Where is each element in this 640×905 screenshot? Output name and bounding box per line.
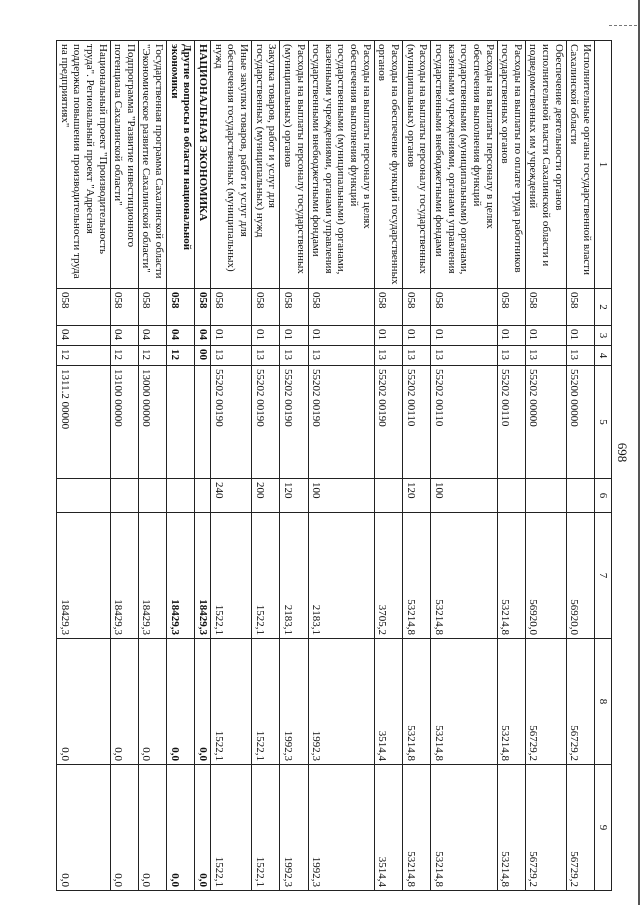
table-row bbox=[374, 41, 402, 891]
column-header: 6 bbox=[595, 479, 612, 513]
row-value-col9: 53214,8 bbox=[403, 765, 431, 891]
row-value-col8: 0,0 bbox=[110, 639, 138, 765]
row-value-col9: 0,0 bbox=[138, 765, 166, 891]
row-expense-type: 100 bbox=[308, 479, 374, 513]
row-subsection-code: 12 bbox=[110, 346, 138, 366]
row-value-col9: 1992,3 bbox=[308, 765, 374, 891]
row-value-col8: 1522,1 bbox=[251, 639, 279, 765]
row-name: Расходы на выплаты персоналу в целях обеспечения выполнения функций государственными (муниципальными) органами, казенными учреждениями, органами управления государственными внебюджетными фондами bbox=[308, 41, 374, 289]
row-value-col9: 0,0 bbox=[167, 765, 195, 891]
row-section-code: 04 bbox=[138, 326, 166, 346]
row-value-col7: 53214,8 bbox=[431, 513, 497, 639]
table-row bbox=[211, 41, 252, 891]
row-subsection-code: 13 bbox=[374, 346, 402, 366]
table-row bbox=[308, 41, 374, 891]
row-value-col7: 18429,3 bbox=[138, 513, 166, 639]
row-value-col9: 56729,2 bbox=[566, 765, 594, 891]
row-target-code: 55202 00190 bbox=[280, 366, 308, 479]
row-section-code: 01 bbox=[251, 326, 279, 346]
table-row bbox=[167, 41, 195, 891]
row-value-col7: 18429,3 bbox=[195, 513, 211, 639]
column-header: 7 bbox=[595, 513, 612, 639]
row-value-col7: 1522,1 bbox=[251, 513, 279, 639]
row-expense-type bbox=[195, 479, 211, 513]
row-subsection-code: 13 bbox=[431, 346, 497, 366]
row-expense-type: 200 bbox=[251, 479, 279, 513]
row-value-col9: 0,0 bbox=[195, 765, 211, 891]
row-admin-code: 058 bbox=[195, 289, 211, 326]
row-expense-type bbox=[566, 479, 594, 513]
row-target-code: 55202 00190 bbox=[308, 366, 374, 479]
row-value-col9: 0,0 bbox=[57, 765, 111, 891]
row-name: НАЦИОНАЛЬНАЯ ЭКОНОМИКА bbox=[195, 41, 211, 289]
row-name: Обеспечение деятельности органов исполнительной власти Сахалинской области и подведомственных им учреждений bbox=[525, 41, 566, 289]
row-expense-type bbox=[138, 479, 166, 513]
row-expense-type bbox=[525, 479, 566, 513]
row-value-col7: 1522,1 bbox=[211, 513, 252, 639]
row-target-code bbox=[167, 366, 195, 479]
row-value-col8: 56729,2 bbox=[525, 639, 566, 765]
row-value-col9: 0,0 bbox=[110, 765, 138, 891]
row-value-col7: 18429,3 bbox=[167, 513, 195, 639]
row-value-col9: 53214,8 bbox=[431, 765, 497, 891]
row-subsection-code: 12 bbox=[138, 346, 166, 366]
row-value-col7: 18429,3 bbox=[110, 513, 138, 639]
table-body bbox=[57, 41, 595, 891]
row-subsection-code: 13 bbox=[211, 346, 252, 366]
row-value-col7: 2183,1 bbox=[308, 513, 374, 639]
row-subsection-code: 13 bbox=[403, 346, 431, 366]
budget-table bbox=[56, 40, 612, 891]
row-expense-type: 100 bbox=[431, 479, 497, 513]
row-name: Исполнительные органы государственной власти Сахалинской области bbox=[566, 41, 594, 289]
column-header: 9 bbox=[595, 765, 612, 891]
row-section-code: 04 bbox=[167, 326, 195, 346]
column-header: 1 bbox=[595, 41, 612, 289]
row-admin-code: 058 bbox=[211, 289, 252, 326]
row-subsection-code: 13 bbox=[525, 346, 566, 366]
row-value-col7: 56920,0 bbox=[566, 513, 594, 639]
row-subsection-code: 13 bbox=[497, 346, 525, 366]
row-section-code: 01 bbox=[211, 326, 252, 346]
row-admin-code: 058 bbox=[403, 289, 431, 326]
table-row bbox=[110, 41, 138, 891]
table-row bbox=[251, 41, 279, 891]
row-name: Подпрограмма "Развитие инвестиционного потенциала Сахалинской области" bbox=[110, 41, 138, 289]
row-admin-code: 058 bbox=[251, 289, 279, 326]
column-header: 8 bbox=[595, 639, 612, 765]
row-value-col9: 56729,2 bbox=[525, 765, 566, 891]
row-admin-code: 058 bbox=[525, 289, 566, 326]
table-row bbox=[497, 41, 525, 891]
row-target-code: 13000 00000 bbox=[138, 366, 166, 479]
row-value-col7: 53214,8 bbox=[497, 513, 525, 639]
row-target-code: 55202 00190 bbox=[211, 366, 252, 479]
row-section-code: 04 bbox=[195, 326, 211, 346]
row-name: Расходы на обеспечение функций государственных органов bbox=[374, 41, 402, 289]
row-name: Другие вопросы в области национальной экономики bbox=[167, 41, 195, 289]
row-section-code: 01 bbox=[497, 326, 525, 346]
row-value-col9: 53214,8 bbox=[497, 765, 525, 891]
row-expense-type bbox=[497, 479, 525, 513]
table-row bbox=[138, 41, 166, 891]
row-value-col8: 1992,3 bbox=[280, 639, 308, 765]
row-admin-code: 058 bbox=[110, 289, 138, 326]
row-name: Расходы на выплаты персоналу государственных (муниципальных) органов bbox=[403, 41, 431, 289]
row-expense-type bbox=[57, 479, 111, 513]
row-value-col7: 53214,8 bbox=[403, 513, 431, 639]
row-value-col8: 1992,3 bbox=[308, 639, 374, 765]
row-subsection-code: 13 bbox=[251, 346, 279, 366]
row-value-col8: 1522,1 bbox=[211, 639, 252, 765]
row-subsection-code: 12 bbox=[167, 346, 195, 366]
table-row bbox=[403, 41, 431, 891]
row-value-col8: 56729,2 bbox=[566, 639, 594, 765]
row-subsection-code: 13 bbox=[308, 346, 374, 366]
row-value-col8: 0,0 bbox=[167, 639, 195, 765]
row-value-col9: 1992,3 bbox=[280, 765, 308, 891]
row-name: Закупка товаров, работ и услуг для государственных (муниципальных) нужд bbox=[251, 41, 279, 289]
row-admin-code: 058 bbox=[167, 289, 195, 326]
row-target-code bbox=[195, 366, 211, 479]
row-expense-type bbox=[167, 479, 195, 513]
row-subsection-code: 13 bbox=[280, 346, 308, 366]
row-value-col7: 18429,3 bbox=[57, 513, 111, 639]
row-name: Иные закупки товаров, работ и услуг для обеспечения государственных (муниципальных) нужд bbox=[211, 41, 252, 289]
row-value-col7: 3705,2 bbox=[374, 513, 402, 639]
row-subsection-code: 12 bbox=[57, 346, 111, 366]
row-name: Национальный проект "Производительность труда". Региональный проект "Адресная поддержка повышения производительности труда на предприятиях" bbox=[57, 41, 111, 289]
row-target-code: 55202 00110 bbox=[497, 366, 525, 479]
row-name: Государственная программа Сахалинской области "Экономическое развитие Сахалинской области" bbox=[138, 41, 166, 289]
row-subsection-code: 13 bbox=[566, 346, 594, 366]
column-header: 3 bbox=[595, 326, 612, 346]
row-name: Расходы на выплаты персоналу государственных (муниципальных) органов bbox=[280, 41, 308, 289]
row-expense-type: 240 bbox=[211, 479, 252, 513]
row-admin-code: 058 bbox=[497, 289, 525, 326]
header-row bbox=[595, 41, 612, 891]
column-header: 4 bbox=[595, 346, 612, 366]
row-section-code: 04 bbox=[110, 326, 138, 346]
row-value-col8: 0,0 bbox=[57, 639, 111, 765]
table-row bbox=[57, 41, 111, 891]
row-expense-type bbox=[110, 479, 138, 513]
row-target-code: 55202 00110 bbox=[431, 366, 497, 479]
row-admin-code: 058 bbox=[431, 289, 497, 326]
row-value-col9: 3514,4 bbox=[374, 765, 402, 891]
column-header: 2 bbox=[595, 289, 612, 326]
row-admin-code: 058 bbox=[57, 289, 111, 326]
row-admin-code: 058 bbox=[138, 289, 166, 326]
row-section-code: 01 bbox=[280, 326, 308, 346]
row-value-col8: 53214,8 bbox=[431, 639, 497, 765]
table-row bbox=[566, 41, 594, 891]
row-target-code: 55202 00190 bbox=[374, 366, 402, 479]
column-header: 5 bbox=[595, 366, 612, 479]
row-value-col7: 56920,0 bbox=[525, 513, 566, 639]
table-row bbox=[195, 41, 211, 891]
row-section-code: 01 bbox=[566, 326, 594, 346]
row-target-code: 55200 00000 bbox=[566, 366, 594, 479]
row-target-code: 55202 00110 bbox=[403, 366, 431, 479]
row-section-code: 01 bbox=[374, 326, 402, 346]
row-admin-code: 058 bbox=[566, 289, 594, 326]
row-target-code: 55202 00190 bbox=[251, 366, 279, 479]
row-expense-type: 120 bbox=[280, 479, 308, 513]
table-row bbox=[525, 41, 566, 891]
row-admin-code: 058 bbox=[308, 289, 374, 326]
row-value-col9: 1522,1 bbox=[251, 765, 279, 891]
row-value-col9: 1522,1 bbox=[211, 765, 252, 891]
row-section-code: 04 bbox=[57, 326, 111, 346]
row-value-col8: 53214,8 bbox=[403, 639, 431, 765]
row-expense-type bbox=[374, 479, 402, 513]
row-target-code: 13100 00000 bbox=[110, 366, 138, 479]
row-value-col8: 0,0 bbox=[138, 639, 166, 765]
row-value-col8: 3514,4 bbox=[374, 639, 402, 765]
row-value-col7: 2183,1 bbox=[280, 513, 308, 639]
row-target-code: 1311.2 00000 bbox=[57, 366, 111, 479]
row-admin-code: 058 bbox=[280, 289, 308, 326]
row-name: Расходы на выплаты по оплате труда работников государственных органов bbox=[497, 41, 525, 289]
row-name: Расходы на выплаты персоналу в целях обеспечения выполнения функций государственными (муниципальными) органами, казенными учреждениями, органами управления государственными внебюджетными фондами bbox=[431, 41, 497, 289]
row-section-code: 01 bbox=[308, 326, 374, 346]
row-target-code: 55202 00000 bbox=[525, 366, 566, 479]
row-expense-type: 120 bbox=[403, 479, 431, 513]
table-row bbox=[280, 41, 308, 891]
row-value-col8: 53214,8 bbox=[497, 639, 525, 765]
row-admin-code: 058 bbox=[374, 289, 402, 326]
row-section-code: 01 bbox=[525, 326, 566, 346]
row-value-col8: 0,0 bbox=[195, 639, 211, 765]
table-row bbox=[431, 41, 497, 891]
row-section-code: 01 bbox=[403, 326, 431, 346]
row-section-code: 01 bbox=[431, 326, 497, 346]
page-number: 698 bbox=[615, 442, 630, 463]
row-subsection-code: 00 bbox=[195, 346, 211, 366]
